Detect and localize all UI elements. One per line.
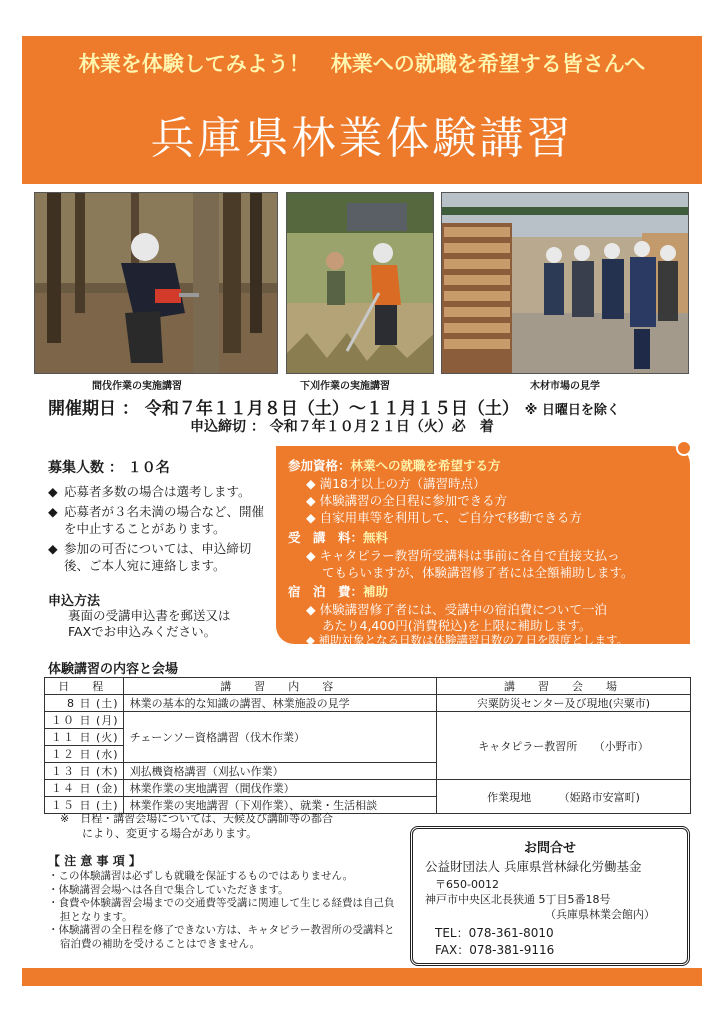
row-date: １２ 日 (水) xyxy=(45,746,124,763)
stay-value: 補助 xyxy=(363,584,389,599)
qualification-item: ◆ 自家用車等を利用して、ご自分で移動できる方 xyxy=(306,510,582,525)
cautions-list xyxy=(48,870,398,951)
col-venue: 講 習 会 場 xyxy=(437,678,691,695)
row-content: チェーンソー資格講習（伐木作業） xyxy=(123,712,436,763)
stay-line-3: ◆ 補助対象となる日数は体験講習日数の７日を限度とします。 xyxy=(306,633,629,647)
apply-heading: 申込方法 xyxy=(48,594,101,609)
row-content: 林業の基本的な知識の講習、林業施設の見学 xyxy=(123,695,436,712)
recruit-heading: 募集人数 ： １０名 xyxy=(48,460,170,476)
contact-address: 神戸市中央区北長狭通 5丁目5番18号 xyxy=(425,893,611,906)
col-content: 講 習 内 容 xyxy=(123,678,436,695)
qualification-label: 参加資格： xyxy=(288,458,351,473)
apply-line-2: FAXでお申込みください。 xyxy=(68,624,217,639)
deadline-label: 申込締切 ： xyxy=(190,419,265,435)
table-header-row xyxy=(45,678,691,695)
col-date: 日 程 xyxy=(45,678,124,695)
qualification-item: ◆ 満18才以上の方（講習時点） xyxy=(306,476,486,491)
event-period-label: 開催期日 ： xyxy=(48,399,139,419)
qualification-value: 林業への就職を希望する方 xyxy=(350,458,501,473)
schedule-note-2: により、変更する場合があります。 xyxy=(82,827,258,840)
caution-item: ・食費や体験講習会場までの交通費等受講に関連して生じる経費は自己負担となります。 xyxy=(48,897,395,923)
photo-brushcutting xyxy=(286,192,434,374)
photo-brushcutting-illustration xyxy=(287,193,434,374)
cautions-heading: 【 注 意 事 項 】 xyxy=(48,854,141,868)
stay-line-2: あたり4,400円(消費税込)を上限に補助します。 xyxy=(322,618,592,633)
table-row xyxy=(45,695,691,712)
photo-timber-market-caption: 木材市場の見学 xyxy=(530,381,600,392)
fee-value: 無料 xyxy=(363,530,389,545)
caution-item: ・体験講習の全日程を修了できない方は、キャタピラー教習所の受講料と宿泊費の補助を受けることはできません。 xyxy=(48,924,395,950)
row-date: １１ 日 (火) xyxy=(45,729,124,746)
row-date: １５ 日 (土) xyxy=(45,797,124,814)
row-date: １０ 日 (月) xyxy=(45,712,124,729)
deadline-value: 令和７年１０月２１日（火）必 着 xyxy=(269,419,494,435)
footer-bar xyxy=(22,968,702,986)
photo-thinning-illustration xyxy=(35,193,278,374)
qualification xyxy=(288,456,501,474)
row-content: 刈払機資格講習（刈払い作業） xyxy=(123,763,436,780)
photo-timber-market xyxy=(441,192,689,374)
apply-line-1: 裏面の受講申込書を郵送又は xyxy=(68,608,231,623)
row-venue: キャタピラー教習所 （小野市） xyxy=(437,712,691,780)
deadline xyxy=(190,416,494,436)
header-tagline: 林業を体験してみよう！ 林業への就職を希望する皆さんへ xyxy=(78,52,646,76)
table-row xyxy=(45,780,691,797)
contact-heading: お問合せ xyxy=(523,841,576,856)
contact-fax: FAX：078-381-9116 xyxy=(435,943,555,957)
fee-line-2: てもらいますが、体験講習修了者には全額補助します。 xyxy=(322,565,634,580)
fee-line-1: ◆ キャタピラー教習所受講料は事前に各自で直接支払っ xyxy=(306,548,620,563)
schedule-note-1: ※ 日程・講習会場については、天候及び講師等の都合 xyxy=(60,812,333,825)
contact-building: （兵庫県林業会館内） xyxy=(545,908,655,921)
info-box xyxy=(276,446,690,647)
stay xyxy=(288,582,388,600)
stay-label: 宿 泊 費： xyxy=(288,584,364,599)
stay-line-1: ◆ 体験講習修了者には、受講中の宿泊費について一泊 xyxy=(306,602,607,617)
recruit-note: ◆ 応募者が３名未満の場合など、開催を中止することがあります。 xyxy=(48,503,270,537)
fee xyxy=(288,528,388,546)
qualification-item: ◆ 体験講習の全日程に参加できる方 xyxy=(306,493,508,508)
recruit-note: ◆ 応募者多数の場合は選考します。 xyxy=(48,483,270,500)
schedule-table xyxy=(44,677,691,814)
contact-zip: 〒650-0012 xyxy=(435,878,499,891)
event-period-note: ※ 日曜日を除く xyxy=(524,403,620,418)
fee-label: 受 講 料： xyxy=(288,530,364,545)
row-date: １３ 日 (木) xyxy=(45,763,124,780)
row-date: １４ 日 (金) xyxy=(45,780,124,797)
contact-box xyxy=(410,826,690,966)
row-content: 林業作業の実地講習（下刈作業）、就業・生活相談 xyxy=(123,797,436,814)
row-venue: 宍粟防災センター及び現地(宍粟市) xyxy=(437,695,691,712)
recruit-note: ◆ 参加の可否については、申込締切後、ご本人宛に連絡します。 xyxy=(48,540,270,574)
contact-org: 公益財団法人 兵庫県営林緑化労働基金 xyxy=(425,859,642,874)
row-venue: 作業現地 （姫路市安富町) xyxy=(437,780,691,814)
event-period-value: 令和７年１１月８日（土）～１１月１５日（土） xyxy=(144,399,519,419)
caution-item: ・この体験講習は必ずしも就職を保証するものではありません。 xyxy=(48,870,354,882)
photo-brushcutting-caption: 下刈作業の実施講習 xyxy=(300,381,390,392)
photo-thinning xyxy=(34,192,278,374)
header-banner xyxy=(22,36,702,184)
photo-timber-market-illustration xyxy=(442,193,689,374)
row-content: 林業作業の実地講習（間伐作業） xyxy=(123,780,436,797)
photo-thinning-caption: 間伐作業の実施講習 xyxy=(92,381,182,392)
recruit-notes xyxy=(48,483,270,577)
table-row xyxy=(45,712,691,729)
contact-tel: TEL：078-361-8010 xyxy=(435,926,554,940)
caution-item: ・体験講習会場へは各自で集合していただきます。 xyxy=(48,883,289,896)
row-date: 8 日 (土) xyxy=(45,695,124,712)
schedule-heading: 体験講習の内容と会場 xyxy=(48,662,179,677)
page-title: 兵庫県林業体験講習 xyxy=(150,113,574,164)
page-curl-decoration xyxy=(676,440,692,456)
